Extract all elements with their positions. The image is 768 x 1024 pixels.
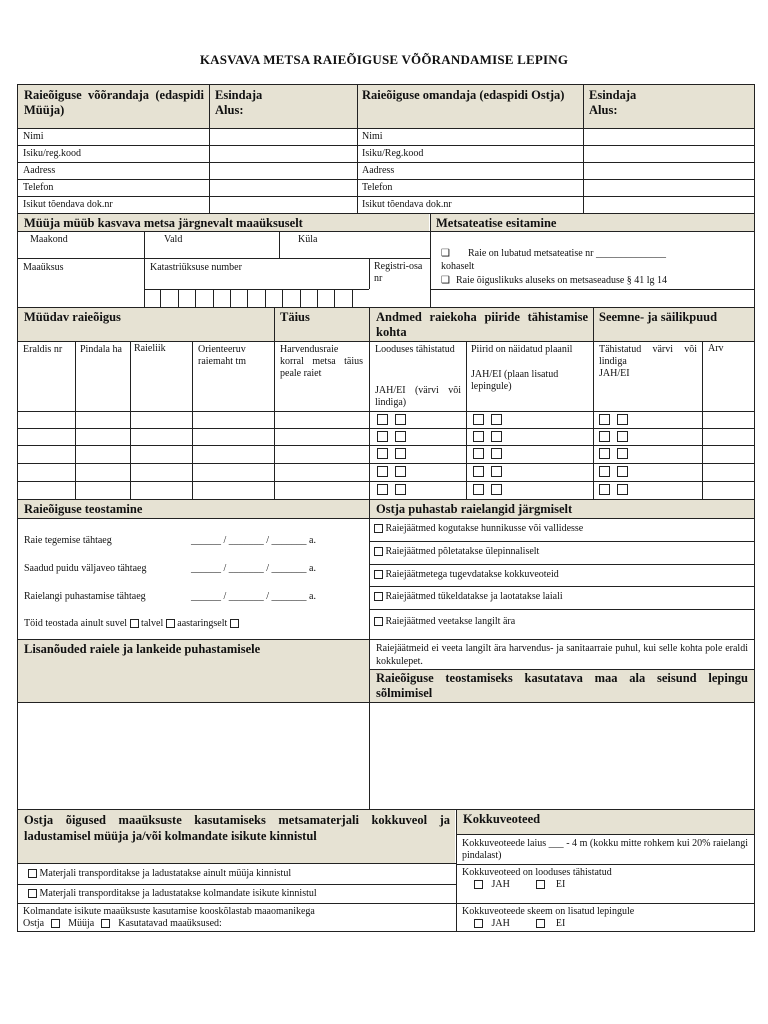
third-party-label: Kolmandate isikute maaüksuste kasutamise kooskõlastab maaomanikega	[23, 906, 315, 917]
sale-piirid-checkbox[interactable]	[473, 448, 484, 459]
sale-seed-checkbox[interactable]	[617, 448, 628, 459]
col-eraldis: Eraldis nr	[23, 344, 63, 355]
rights-option-2-checkbox[interactable]	[28, 889, 37, 898]
sale-piirid-checkbox[interactable]	[491, 448, 502, 459]
maauksus-label: Maaüksus	[23, 262, 64, 273]
seller-header: Raieõiguse võõrandaja (edaspidi Müüja)	[24, 88, 204, 117]
rights-header: Ostja õigused maaüksuste kasutamiseks metsamaterjali kokkuveol ja ladustamisel müüja ja/või kolmandate isikute kinnistul	[24, 813, 450, 843]
extra-header: Lisanõuded raiele ja lankeide puhastamisele	[24, 642, 261, 656]
rights-option-2[interactable]	[28, 888, 317, 899]
sale-looduses-checkbox[interactable]	[377, 414, 388, 425]
cleaning-note: Raiejäätmeid ei veeta langilt ära harvendus- ja sanitaarraie puhul, kui selle kohta pole eraldi kokkulepet.	[376, 643, 748, 667]
roads-scheme-jah-label: JAH	[491, 918, 510, 929]
col-pindala: Pindala ha	[80, 344, 122, 355]
sale-looduses-checkbox[interactable]	[395, 448, 406, 459]
cleaning-option-3-checkbox[interactable]	[374, 570, 383, 579]
roads-scheme-ei-checkbox[interactable]	[536, 919, 545, 928]
sale-looduses-checkbox[interactable]	[377, 448, 388, 459]
metsateatis-option-2[interactable]: ❑ Raie õiguslikuks aluseks on metsaseaduse § 41 lg 14	[441, 275, 668, 286]
sale-piirid-checkbox[interactable]	[473, 431, 484, 442]
taius-header: Täius	[280, 310, 310, 324]
roads-width[interactable]: Kokkuveoteede laius ___ - 4 m (kokku mitte rohkem kui 20% raielangi pindalast)	[462, 838, 748, 861]
roads-marked-ei-checkbox[interactable]	[536, 880, 545, 889]
sale-seed-checkbox[interactable]	[599, 484, 610, 495]
third-party-muuja-checkbox[interactable]	[101, 919, 110, 928]
col-raieliik: Raieliik	[134, 343, 166, 354]
roads-scheme-jah-checkbox[interactable]	[474, 919, 483, 928]
cleaning-header: Ostja puhastab raielangid järgmiselt	[376, 502, 573, 516]
cleaning-option-5-checkbox[interactable]	[374, 617, 383, 626]
cleaning-option-4-checkbox[interactable]	[374, 592, 383, 601]
sale-piirid-checkbox[interactable]	[473, 414, 484, 425]
deadline-felling-date[interactable]: ______ / _______ / _______ a.	[191, 535, 316, 546]
rights-option-1[interactable]	[28, 868, 291, 879]
col-seed-jah: JAH/EI	[599, 368, 630, 379]
seller-field-id-doc: Isikut tõendava dok.nr	[23, 199, 113, 210]
buyer-header: Raieõiguse omandaja (edaspidi Ostja)	[362, 88, 565, 102]
sale-seed-checkbox[interactable]	[599, 448, 610, 459]
season-summer-label: Töid teostada ainult suvel	[24, 618, 128, 629]
season-winter-label: talvel	[141, 618, 164, 629]
cleaning-option-1[interactable]	[374, 523, 583, 534]
sale-seed-checkbox[interactable]	[617, 484, 628, 495]
sale-seed-checkbox[interactable]	[599, 414, 610, 425]
seller-field-address: Aadress	[23, 165, 56, 176]
cleaning-option-4[interactable]	[374, 591, 563, 602]
deadline-cleaning-date[interactable]: ______ / _______ / _______ a.	[191, 591, 316, 602]
rights-option-2-label: Materjali transporditakse ja ladustatakse kolmandate isikute kinnistul	[39, 888, 317, 899]
season-year-checkbox[interactable]	[230, 619, 239, 628]
sale-looduses-checkbox[interactable]	[377, 466, 388, 477]
season-winter-checkbox[interactable]	[166, 619, 175, 628]
land-condition-input[interactable]	[370, 703, 754, 809]
third-party-ostja-checkbox[interactable]	[51, 919, 60, 928]
cleaning-option-1-label: Raiejäätmed kogutakse hunnikusse või vallidesse	[385, 523, 584, 534]
cleaning-option-5-label: Raiejäätmed veetakse langilt ära	[385, 616, 516, 627]
roads-scheme-ei-label: EI	[555, 918, 566, 929]
rights-option-1-checkbox[interactable]	[28, 869, 37, 878]
col-piirid: Piirid on näidatud plaanil	[471, 344, 573, 355]
cleaning-option-2-label: Raiejäätmed põletatakse ülepinnaliselt	[385, 546, 540, 557]
roads-marked-jah-checkbox[interactable]	[474, 880, 483, 889]
deadline-haul-date[interactable]: ______ / _______ / _______ a.	[191, 563, 316, 574]
sale-piirid-checkbox[interactable]	[491, 431, 502, 442]
roads-header: Kokkuveoteed	[463, 812, 541, 826]
sale-piirid-checkbox[interactable]	[491, 414, 502, 425]
kula-label: Küla	[298, 234, 318, 245]
metsateatis-option-1-label: Raie on lubatud metsateatise nr ______________	[467, 248, 666, 259]
col-taius: Harvendusraie korral metsa täius peale raiet	[280, 344, 363, 379]
metsateatis-option-1[interactable]: ❑ Raie on lubatud metsateatise nr ______________	[441, 248, 666, 259]
buyer-field-phone: Telefon	[362, 182, 393, 193]
sale-looduses-checkbox[interactable]	[395, 466, 406, 477]
sale-looduses-checkbox[interactable]	[377, 431, 388, 442]
extra-requirements-input[interactable]	[18, 703, 368, 809]
roads-marked-jah-label: JAH	[491, 879, 510, 890]
cleaning-option-1-checkbox[interactable]	[374, 524, 383, 533]
col-looduses: Looduses tähistatud	[375, 344, 455, 355]
maakond-label: Maakond	[30, 234, 68, 245]
land-header: Raieõiguse teostamiseks kasutatava maa ala seisund lepingu sõlmimisel	[376, 671, 748, 700]
col-piirid-jah: JAH/EI (plaan lisatud lepingule)	[471, 369, 559, 392]
metsateatis-option-2-label: Raie õiguslikuks aluseks on metsaseaduse § 41 lg 14	[455, 275, 668, 286]
cleaning-option-2-checkbox[interactable]	[374, 547, 383, 556]
katastri-label: Katastriüksuse number	[150, 262, 242, 273]
cleaning-option-5[interactable]	[374, 616, 515, 627]
sale-piirid-checkbox[interactable]	[473, 466, 484, 477]
season-row	[24, 618, 239, 629]
col-maht: Orienteeruv raiemaht tm	[198, 344, 247, 367]
registri-label: Registri-osa nr	[374, 261, 423, 284]
seed-header: Seemne- ja säilikpuud	[599, 310, 718, 324]
sale-seed-checkbox[interactable]	[617, 431, 628, 442]
sale-piirid-checkbox[interactable]	[491, 484, 502, 495]
metsateatis-option-1-cont: kohaselt	[441, 261, 475, 272]
col-arv: Arv	[708, 343, 724, 354]
third-party-row	[23, 918, 222, 929]
seller-field-phone: Telefon	[23, 182, 54, 193]
metsateatis-header-label: Metsateatise esitamine	[436, 216, 557, 230]
sale-header: Müüdav raieõigus	[24, 310, 121, 324]
col-seed-marked: Tähistatud värvi või lindiga	[599, 344, 697, 367]
sale-piirid-checkbox[interactable]	[473, 484, 484, 495]
season-year-label: aastaringselt	[177, 618, 228, 629]
season-summer-checkbox[interactable]	[130, 619, 139, 628]
vald-label: Vald	[164, 234, 183, 245]
sale-seed-checkbox[interactable]	[617, 466, 628, 477]
cleaning-option-4-label: Raiejäätmed tükeldatakse ja laotatakse laiali	[385, 591, 563, 602]
execution-header: Raieõiguse teostamine	[24, 502, 143, 516]
sale-seed-checkbox[interactable]	[599, 431, 610, 442]
property-header-label: Müüja müüb kasvava metsa järgnevalt maaüksuselt	[24, 216, 303, 230]
sale-seed-checkbox[interactable]	[617, 414, 628, 425]
third-party-ostja-label: Ostja	[23, 918, 45, 929]
seller-field-name: Nimi	[23, 131, 44, 142]
sale-looduses-checkbox[interactable]	[395, 484, 406, 495]
roads-marked-ei-label: EI	[555, 879, 566, 890]
sale-looduses-checkbox[interactable]	[377, 484, 388, 495]
seller-field-code: Isiku/reg.kood	[23, 148, 82, 159]
roads-scheme-row	[474, 918, 565, 929]
rights-option-1-label: Materjali transporditakse ja ladustatakse ainult müüja kinnistul	[39, 868, 292, 879]
cleaning-option-3[interactable]	[374, 569, 559, 580]
document-title: KASVAVA METSA RAIEÕIGUSE VÕÕRANDAMISE LEPING	[199, 52, 569, 67]
third-party-plots-label: Kasutatavad maaüksused:	[118, 918, 222, 929]
roads-marked-row	[474, 879, 565, 890]
third-party-muuja-label: Müüja	[68, 918, 95, 929]
deadline-haul-label: Saadud puidu väljaveo tähtaeg	[24, 563, 147, 574]
buyer-field-id-doc: Isikut tõendava dok.nr	[362, 199, 452, 210]
roads-scheme-label: Kokkuveoteede skeem on lisatud lepingule	[462, 906, 635, 917]
buyer-field-code: Isiku/Reg.kood	[362, 148, 424, 159]
cleaning-option-3-label: Raiejäätmetega tugevdatakse kokkuveoteid	[385, 569, 559, 580]
buyer-rep-header: Esindaja Alus:	[589, 88, 637, 117]
marking-header: Andmed raiekoha piiride tähistamise kohta	[376, 310, 588, 339]
sale-seed-checkbox[interactable]	[599, 466, 610, 477]
seller-rep-header: Esindaja Alus:	[215, 88, 263, 117]
buyer-field-name: Nimi	[362, 131, 383, 142]
cleaning-option-2[interactable]	[374, 546, 539, 557]
cadastral-number-cells[interactable]	[144, 289, 369, 308]
deadline-felling-label: Raie tegemise tähtaeg	[24, 535, 112, 546]
sale-looduses-checkbox[interactable]	[395, 431, 406, 442]
sale-looduses-checkbox[interactable]	[395, 414, 406, 425]
sale-piirid-checkbox[interactable]	[491, 466, 502, 477]
col-looduses-jah: JAH/EI (värvi või lindiga)	[375, 385, 461, 408]
roads-marked-label: Kokkuveoteed on looduses tähistatud	[462, 867, 612, 878]
buyer-field-address: Aadress	[362, 165, 395, 176]
deadline-cleaning-label: Raielangi puhastamise tähtaeg	[24, 591, 146, 602]
